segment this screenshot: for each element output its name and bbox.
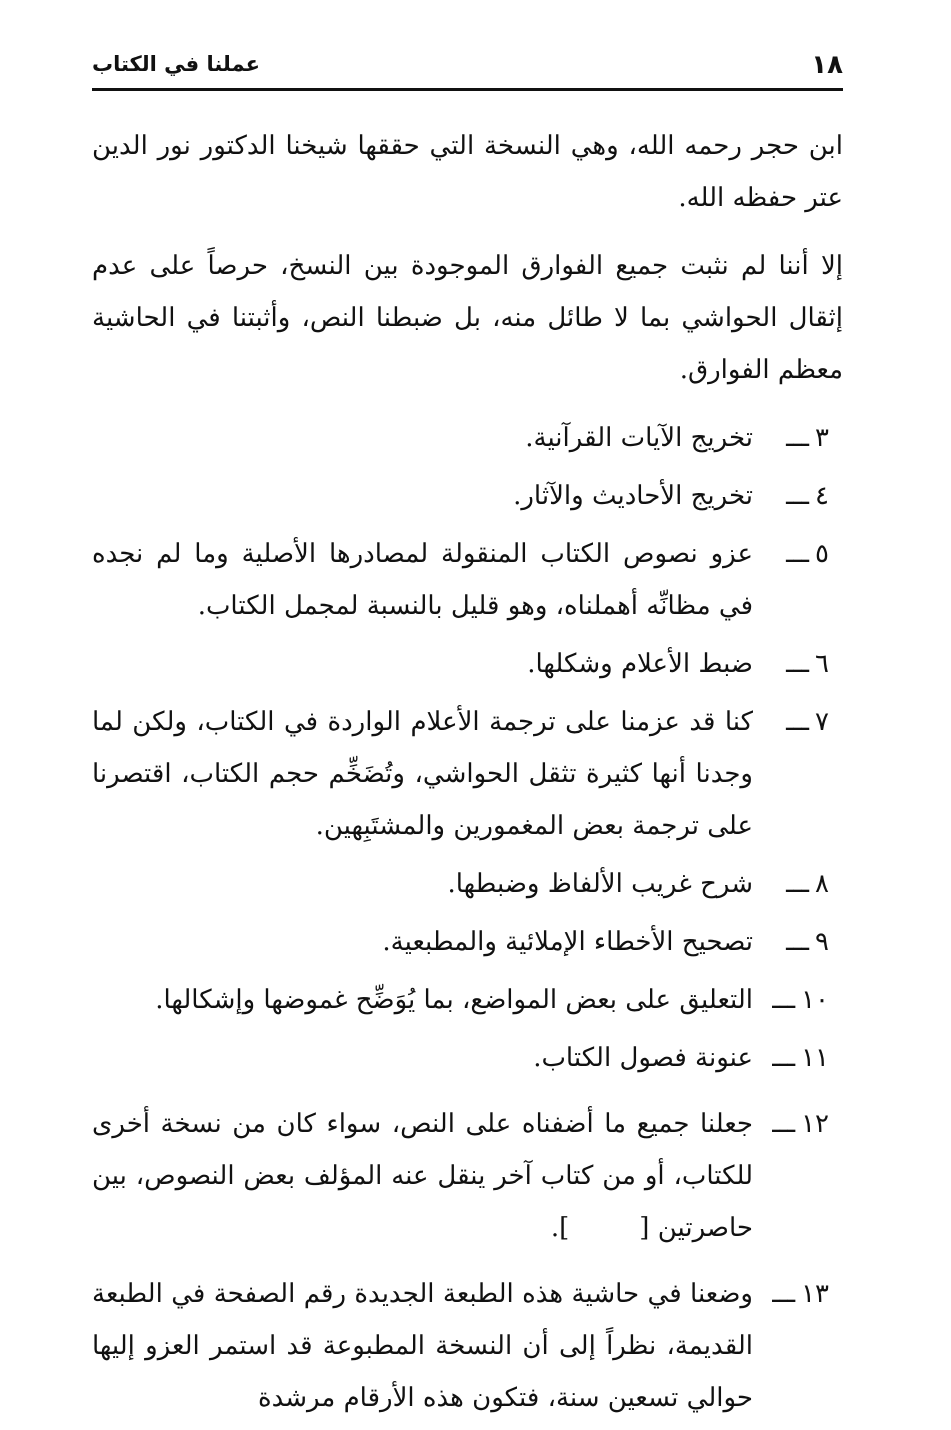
item-text: ضبط الأعلام وشكلها.: [527, 649, 753, 679]
page-header: [92, 44, 843, 88]
item-text: وضعنا في حاشية هذه الطبعة الجديدة رقم الصفحة في الطبعة القديمة، نظراً إلى أن النسخة المطبوعة قد استمر العزو إليها حوالي تسعين سنة، فتكون هذه الأرقام مرشدة: [92, 1279, 753, 1413]
item-number: ١٠ـــ: [772, 985, 829, 1015]
list-item: [92, 916, 843, 968]
item-number: ٣ـــ: [786, 423, 829, 453]
item-text: تخريج الأحاديث والآثار.: [513, 481, 753, 511]
work-steps-list: [92, 412, 843, 1424]
item-text: تخريج الآيات القرآنية.: [525, 423, 753, 453]
item-number: ٥ـــ: [786, 539, 829, 569]
item-number: ١٣ـــ: [772, 1279, 829, 1309]
item-text: كنا قد عزمنا على ترجمة الأعلام الواردة في الكتاب، ولكن لما وجدنا أنها كثيرة تثقل الحواشي، وتُضَخِّم حجم الكتاب، اقتصرنا على ترجمة بعض المغمورين والمشتَبِهين.: [92, 707, 753, 841]
list-item: [92, 412, 843, 464]
paragraph-1: ابن حجر رحمه الله، وهي النسخة التي حققها شيخنا الدكتور نور الدين عتر حفظه الله.: [92, 131, 843, 213]
item-number: ٨ـــ: [786, 869, 829, 899]
list-item: [92, 858, 843, 910]
list-item: [92, 1268, 843, 1424]
running-title: عملنا في الكتاب: [92, 52, 260, 76]
item-text: جعلنا جميع ما أضفناه على النص، سواء كان من نسخة أخرى للكتاب، أو من كتاب آخر ينقل عنه المؤلف بعض النصوص، بين حاصرتين [].: [92, 1109, 753, 1243]
item-number: ١٢ـــ: [772, 1109, 829, 1139]
list-item: [92, 696, 843, 852]
item-number: ٩ـــ: [786, 927, 829, 957]
list-item: [92, 470, 843, 522]
list-item: [92, 1098, 843, 1254]
item-text: عنونة فصول الكتاب.: [533, 1043, 753, 1073]
list-item: [92, 638, 843, 690]
item-number: ٤ـــ: [786, 481, 829, 511]
item-text: تصحيح الأخطاء الإملائية والمطبعية.: [382, 927, 753, 957]
page-body: [92, 120, 843, 1430]
header-rule: [92, 88, 843, 91]
item-number: ٦ـــ: [786, 649, 829, 679]
page-number: ١٨: [811, 50, 843, 80]
list-item: [92, 1032, 843, 1084]
paragraph-2: إلا أننا لم نثبت جميع الفوارق الموجودة بين النسخ، حرصاً على عدم إثقال الحواشي بما لا طائل منه، بل ضبطنا النص، وأثبتنا في الحاشية معظم الفوارق.: [92, 251, 843, 385]
item-number: ٧ـــ: [786, 707, 829, 737]
list-item: [92, 974, 843, 1026]
item-text: عزو نصوص الكتاب المنقولة لمصادرها الأصلية وما لم نجده في مظانِّه أهملناه، وهو قليل بالنسبة لمجمل الكتاب.: [92, 539, 753, 621]
item-text: التعليق على بعض المواضع، بما يُوَضِّح غموضها وإشكالها.: [155, 985, 753, 1015]
item-text: شرح غريب الألفاظ وضبطها.: [447, 869, 753, 899]
list-item: [92, 528, 843, 632]
item-number: ١١ـــ: [772, 1043, 829, 1073]
